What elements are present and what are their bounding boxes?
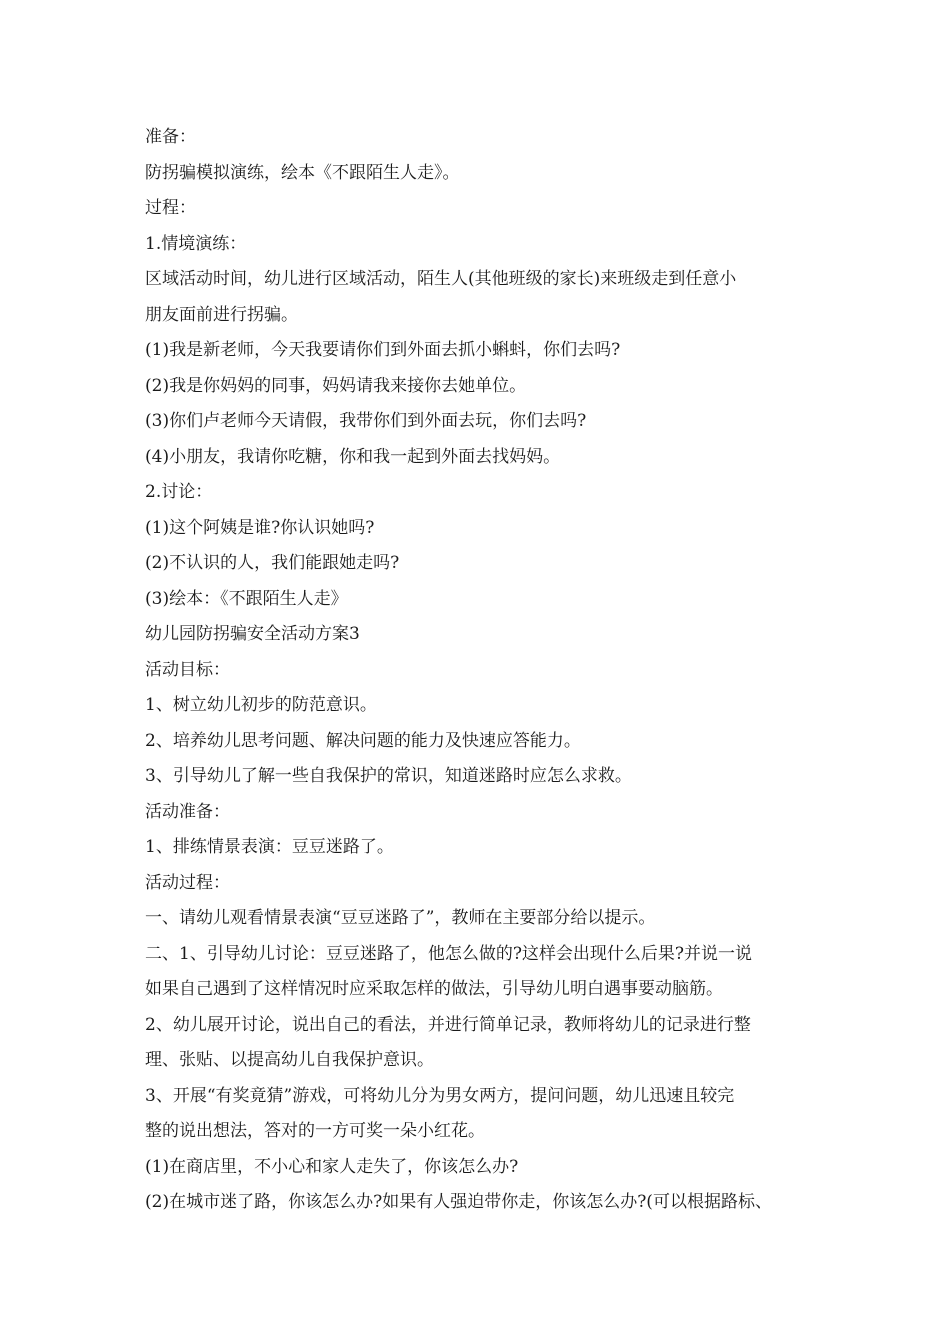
text-line: 二、1、引导幼儿讨论：豆豆迷路了，他怎么做的?这样会出现什么后果?并说一说: [145, 943, 753, 964]
text-line: 防拐骗模拟演练，绘本《不跟陌生人走》。: [145, 162, 460, 183]
document-body: [145, 120, 825, 1221]
text-line: 2、培养幼儿思考问题、解决问题的能力及快速应答能力。: [145, 730, 581, 751]
text-line: 活动准备：: [145, 801, 230, 822]
text-line: (1)我是新老师，今天我要请你们到外面去抓小蝌蚪，你们去吗?: [145, 340, 621, 360]
text-line: 1、排练情景表演：豆豆迷路了。: [145, 837, 394, 857]
text-line: (4)小朋友，我请你吃糖，你和我一起到外面去找妈妈。: [145, 446, 561, 467]
text-line: 整的说出想法，答对的一方可奖一朵小红花。: [145, 1121, 485, 1141]
text-line: 3、引导幼儿了解一些自我保护的常识，知道迷路时应怎么求救。: [145, 766, 632, 786]
text-line: (3)你们卢老师今天请假，我带你们到外面去玩，你们去吗?: [145, 411, 587, 431]
text-line: 理、张贴、以提高幼儿自我保护意识。: [145, 1050, 434, 1070]
text-line: 1.情境演练：: [145, 233, 247, 254]
text-line: (2)我是你妈妈的同事，妈妈请我来接你去她单位。: [145, 375, 527, 396]
text-line: 1、树立幼儿初步的防范意识。: [145, 695, 377, 715]
text-line: 2、幼儿展开讨论，说出自己的看法，并进行简单记录，教师将幼儿的记录进行整: [145, 1014, 751, 1035]
text-line: (2)不认识的人，我们能跟她走吗?: [145, 553, 400, 573]
text-line: 过程：: [145, 198, 196, 218]
text-line: 准备：: [145, 127, 196, 147]
text-line: 活动过程：: [145, 872, 230, 893]
text-line: (2)在城市迷了路，你该怎么办?如果有人强迫带你走，你该怎么办?(可以根据路标、: [145, 1192, 772, 1212]
text-line: (1)这个阿姨是谁?你认识她吗?: [145, 517, 375, 538]
text-line: 区域活动时间，幼儿进行区域活动，陌生人(其他班级的家长)来班级走到任意小: [145, 269, 737, 289]
text-line: 如果自己遇到了这样情况时应采取怎样的做法，引导幼儿明白遇事要动脑筋。: [145, 979, 723, 999]
text-line: 幼儿园防拐骗安全活动方案3: [145, 624, 360, 644]
text-line: 朋友面前进行拐骗。: [145, 304, 298, 325]
text-line: 2.讨论：: [145, 482, 213, 502]
text-line: 3、开展“有奖竟猜”游戏，可将幼儿分为男女两方，提问问题，幼儿迅速且较完: [145, 1085, 735, 1106]
text-line: 一、请幼儿观看情景表演“豆豆迷路了”，教师在主要部分给以提示。: [145, 908, 656, 928]
text-line: (3)绘本：《不跟陌生人走》: [145, 588, 348, 609]
text-line: (1)在商店里，不小心和家人走失了，你该怎么办?: [145, 1156, 519, 1177]
text-line: 活动目标：: [145, 659, 230, 680]
